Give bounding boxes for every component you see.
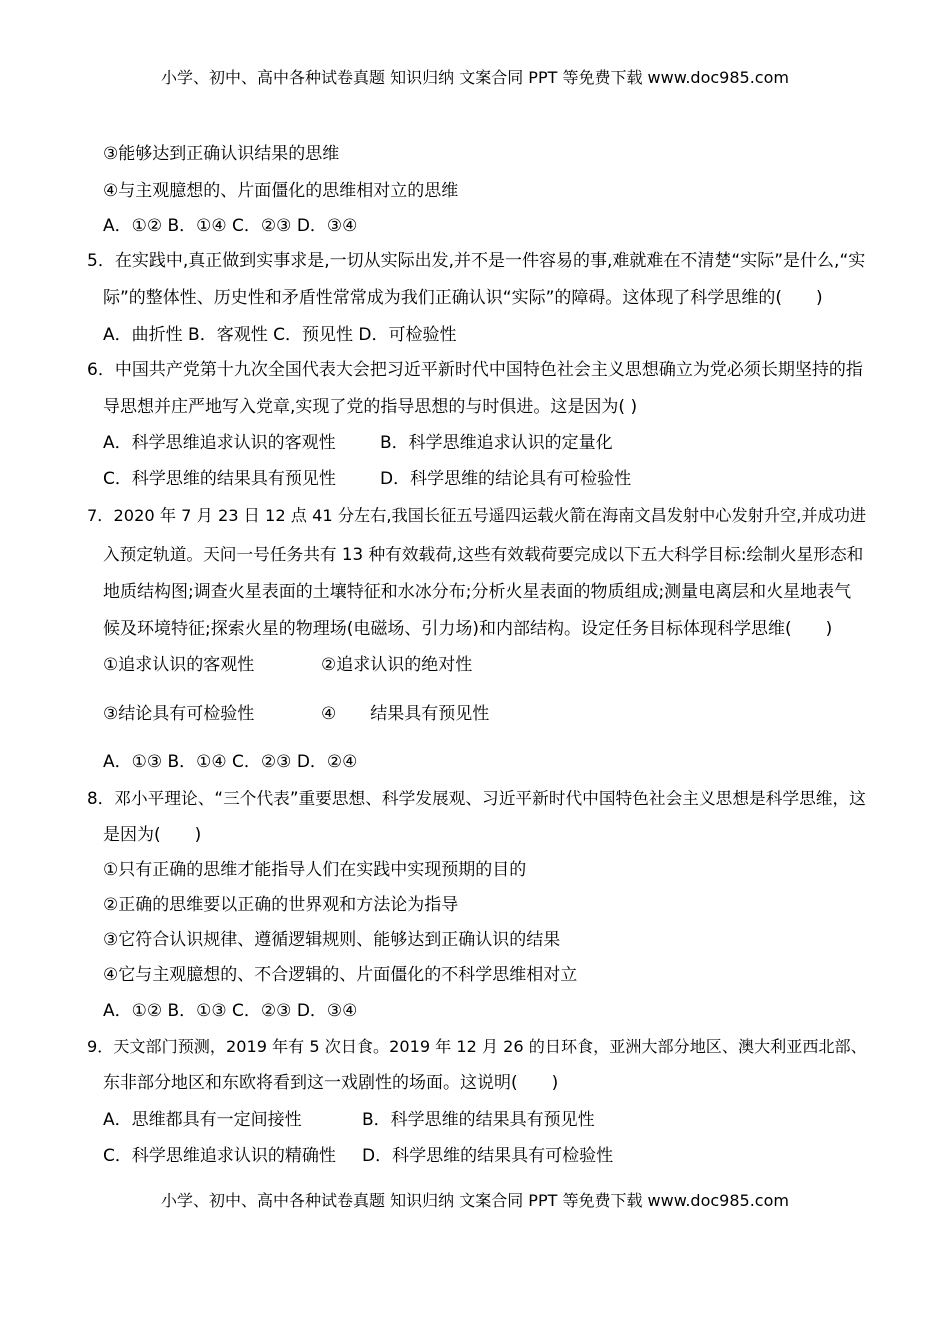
q9-option-b: B．科学思维的结果具有预见性 bbox=[362, 1110, 595, 1130]
q5-stem-line-2: 际”的整体性、历史性和矛盾性常常成为我们正确认识“实际”的障碍。这体现了科学思维的( ) bbox=[103, 288, 823, 308]
q6-stem-line-2: 导思想并庄严地写入党章,实现了党的指导思想的与时俱进。这是因为( ) bbox=[103, 397, 638, 417]
q8-options: A．①② B．①③ C．②③ D．③④ bbox=[103, 1001, 358, 1021]
q6-option-c: C．科学思维的结果具有预见性 bbox=[103, 469, 336, 489]
q9-stem-line-1: 9．天文部门预测，2019 年有 5 次日食。2019 年 12 月 26 的日环食，亚洲大部分地区、澳大利亚西北部、 bbox=[87, 1037, 867, 1056]
q8-item-2: ②正确的思维要以正确的世界观和方法论为指导 bbox=[103, 895, 459, 915]
q7-stem-line-4: 候及环境特征;探索火星的物理场(电磁场、引力场)和内部结构。设定任务目标体现科学思维( ) bbox=[103, 619, 833, 639]
page-footer: 小学、初中、高中各种试卷真题 知识归纳 文案合同 PPT 等免费下载 www.doc985.com bbox=[161, 1191, 789, 1210]
page-header: 小学、初中、高中各种试卷真题 知识归纳 文案合同 PPT 等免费下载 www.doc985.com bbox=[161, 68, 789, 87]
q6-option-a: A．科学思维追求认识的客观性 bbox=[103, 433, 336, 453]
q4-options: A．①② B．①④ C．②③ D．③④ bbox=[103, 216, 358, 236]
q7-item-1: ①追求认识的客观性 bbox=[103, 655, 255, 675]
q5-options: A．曲折性 B．客观性 C．预见性 D．可检验性 bbox=[103, 325, 457, 345]
q9-option-c: C．科学思维追求认识的精确性 bbox=[103, 1146, 336, 1166]
q4-item-3: ③能够达到正确认识结果的思维 bbox=[103, 144, 340, 164]
q9-stem-line-2: 东非部分地区和东欧将看到这一戏剧性的场面。这说明( ) bbox=[103, 1073, 559, 1093]
q6-option-b: B．科学思维追求认识的定量化 bbox=[380, 433, 613, 453]
q7-stem-line-2: 入预定轨道。天问一号任务共有 13 种有效载荷,这些有效载荷要完成以下五大科学目标:绘制火星形态和 bbox=[103, 544, 864, 564]
q7-item-2: ②追求认识的绝对性 bbox=[321, 655, 473, 675]
q9-option-d: D．科学思维的结果具有可检验性 bbox=[362, 1146, 614, 1166]
q8-stem-line-1: 8．邓小平理论、“三个代表”重要思想、科学发展观、习近平新时代中国特色社会主义思想是科学思维，这 bbox=[87, 788, 866, 808]
q7-item-3: ③结论具有可检验性 bbox=[103, 704, 255, 724]
q9-option-a: A．思维都具有一定间接性 bbox=[103, 1110, 302, 1130]
q5-stem-line-1: 5．在实践中,真正做到实事求是,一切从实际出发,并不是一件容易的事,难就难在不清楚“实际”是什么,“实 bbox=[87, 251, 866, 271]
q7-stem-line-3: 地质结构图;调查火星表面的土壤特征和水冰分布;分析火星表面的物质组成;测量电离层和火星地表气 bbox=[103, 582, 852, 602]
q8-stem-line-2: 是因为( ) bbox=[103, 825, 202, 845]
q7-stem-line-1: 7．2020 年 7 月 23 日 12 点 41 分左右,我国长征五号遥四运载火箭在海南文昌发射中心发射升空,并成功进 bbox=[87, 506, 867, 525]
q6-stem-line-1: 6．中国共产党第十九次全国代表大会把习近平新时代中国特色社会主义思想确立为党必须长期坚持的指 bbox=[87, 360, 863, 380]
q4-item-4: ④与主观臆想的、片面僵化的思维相对立的思维 bbox=[103, 181, 459, 201]
q6-option-d: D．科学思维的结论具有可检验性 bbox=[380, 469, 632, 489]
q7-options: A．①③ B．①④ C．②③ D．②④ bbox=[103, 752, 358, 772]
q8-item-3: ③它符合认识规律、遵循逻辑规则、能够达到正确认识的结果 bbox=[103, 930, 561, 950]
q8-item-4: ④它与主观臆想的、不合逻辑的、片面僵化的不科学思维相对立 bbox=[103, 965, 578, 985]
q7-item-4: ④ 结果具有预见性 bbox=[321, 704, 490, 724]
q8-item-1: ①只有正确的思维才能指导人们在实践中实现预期的目的 bbox=[103, 860, 527, 880]
